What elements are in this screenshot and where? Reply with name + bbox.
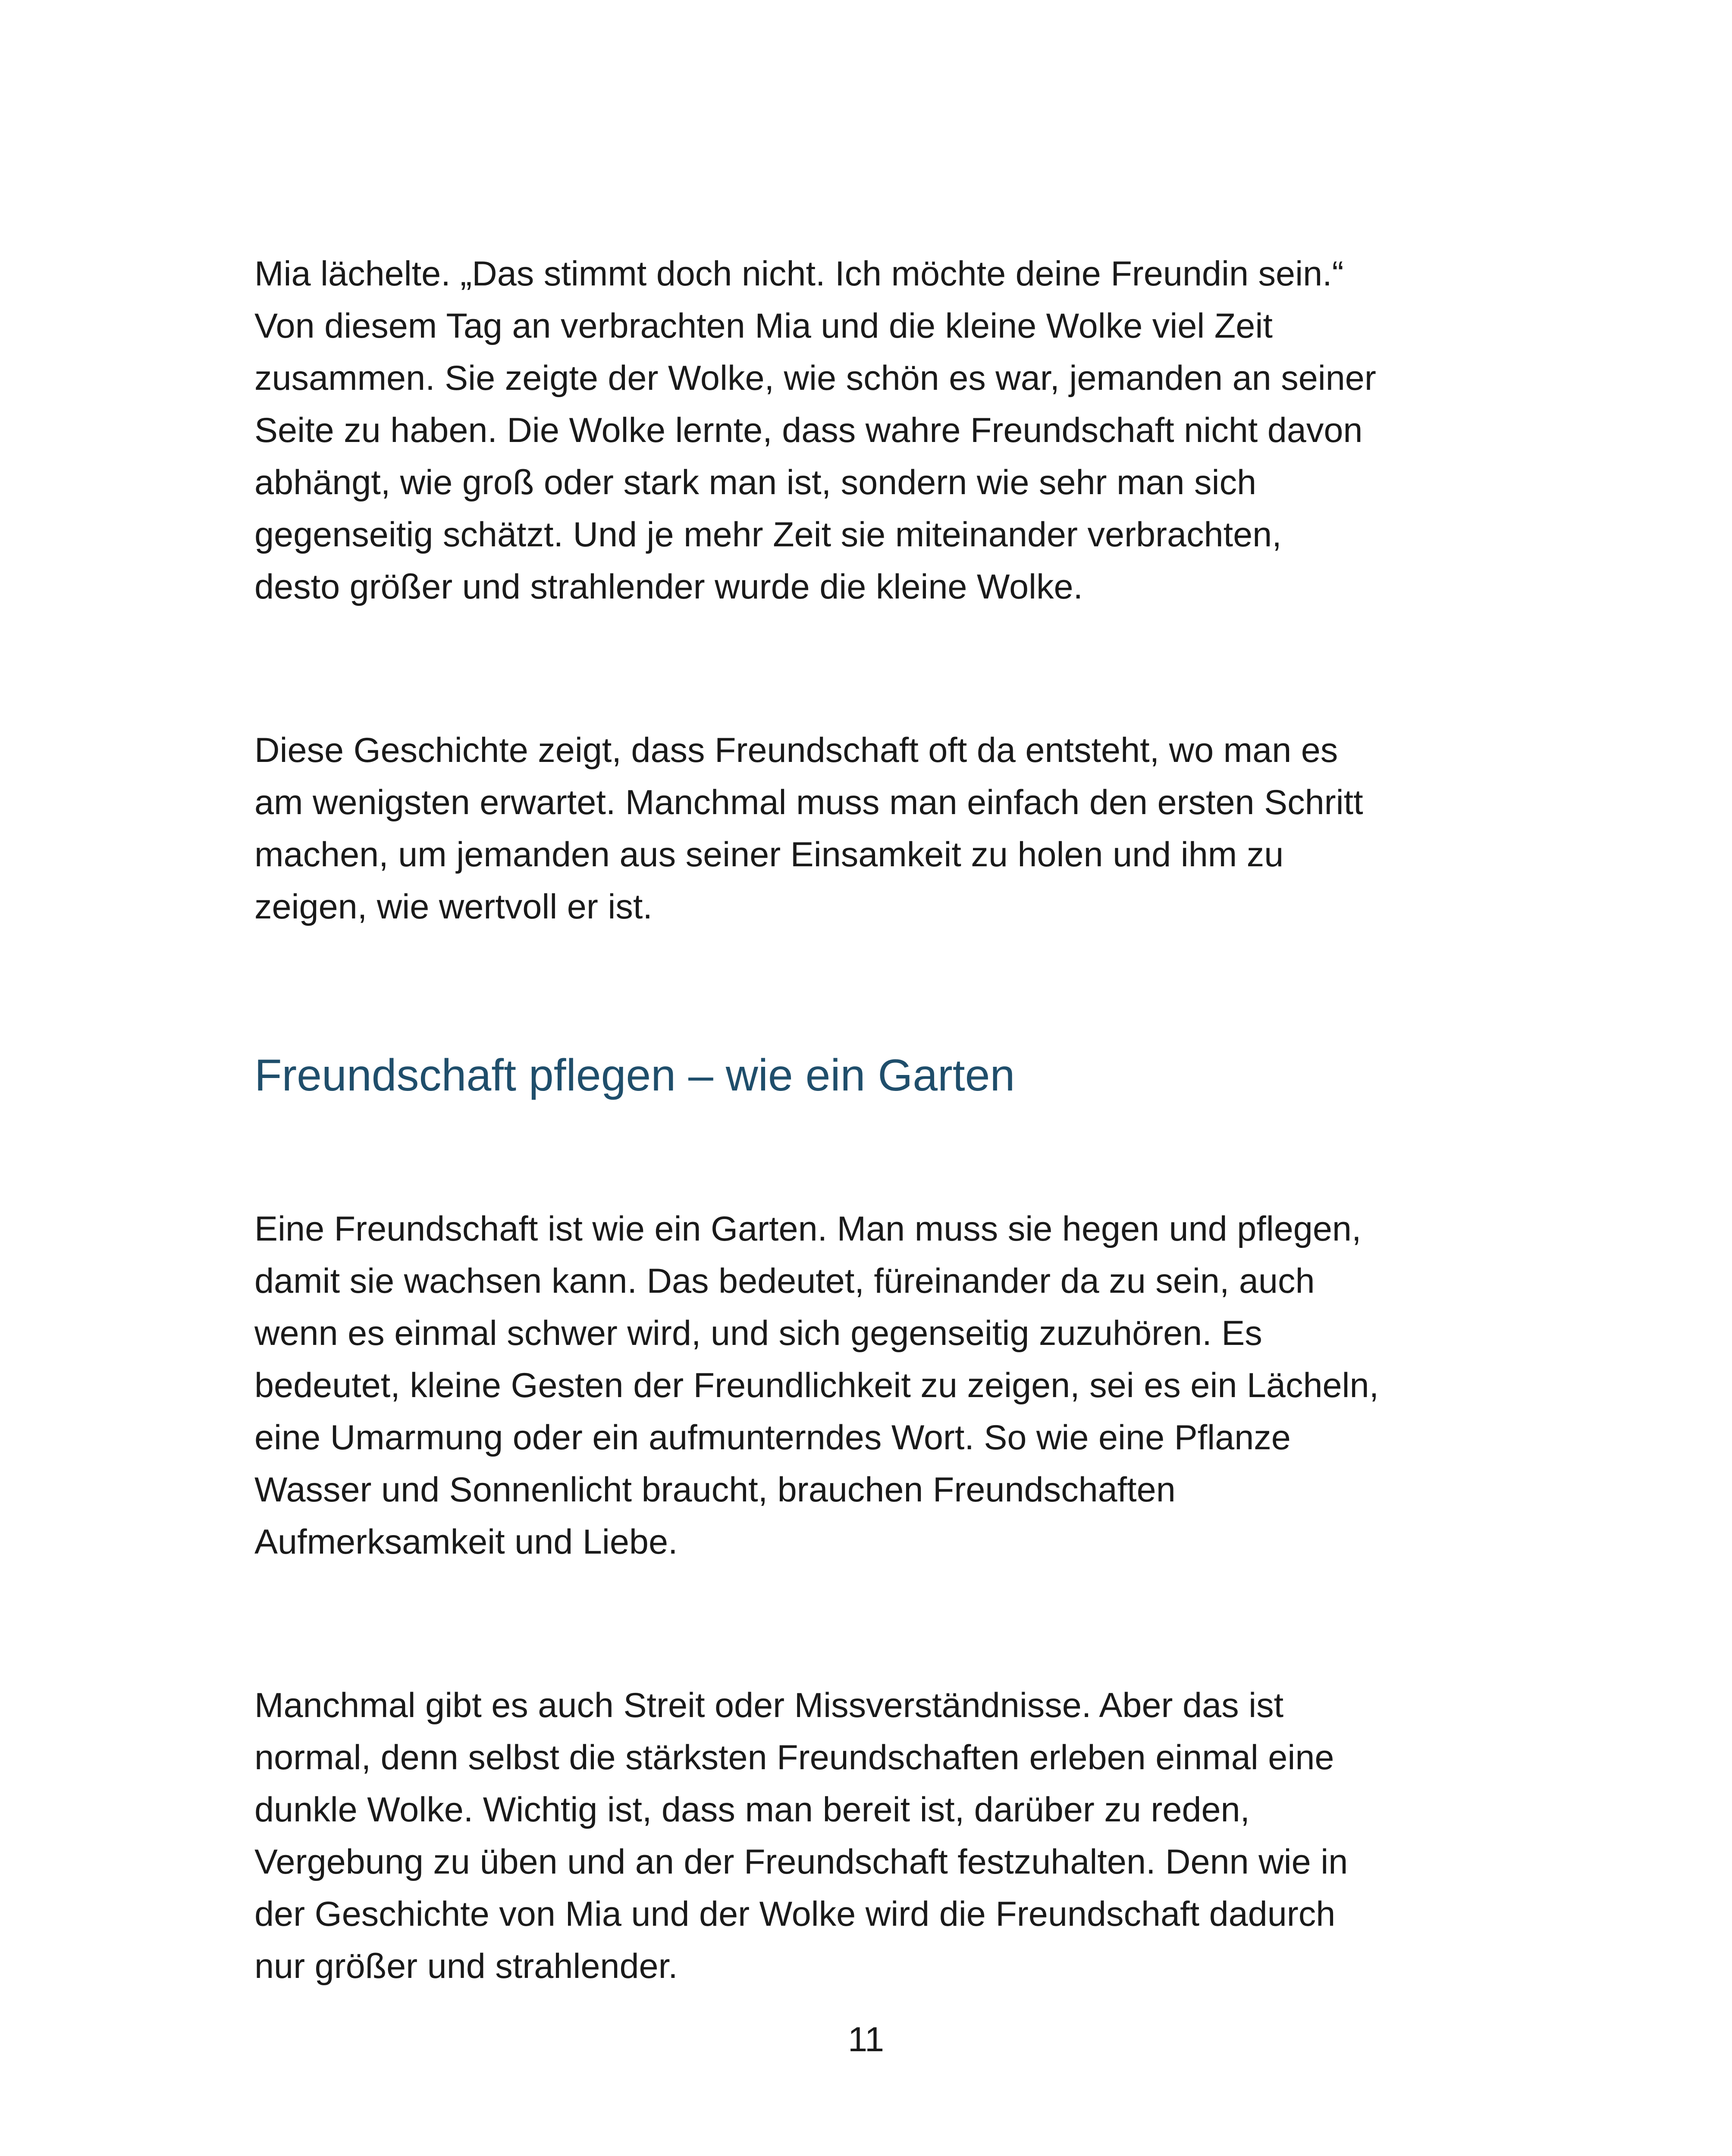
- text-line: Manchmal gibt es auch Streit oder Missverständnisse. Aber das ist: [254, 1686, 1284, 1725]
- text-line: Mia lächelte. „Das stimmt doch nicht. Ich möchte deine Freundin sein.“: [254, 254, 1344, 293]
- section-heading: Freundschaft pflegen – wie ein Garten: [254, 1050, 1015, 1100]
- text-line: eine Umarmung oder ein aufmunterndes Wort. So wie eine Pflanze: [254, 1418, 1291, 1457]
- text-line: Von diesem Tag an verbrachten Mia und die kleine Wolke viel Zeit: [254, 307, 1273, 345]
- text-line: Wasser und Sonnenlicht braucht, brauchen Freundschaften: [254, 1470, 1176, 1509]
- text-line: bedeutet, kleine Gesten der Freundlichkeit zu zeigen, sei es ein Lächeln,: [254, 1366, 1379, 1405]
- text-line: damit sie wachsen kann. Das bedeutet, füreinander da zu sein, auch: [254, 1262, 1315, 1300]
- text-line: dunkle Wolke. Wichtig ist, dass man bereit ist, darüber zu reden,: [254, 1790, 1250, 1829]
- text-line: abhängt, wie groß oder stark man ist, sondern wie sehr man sich: [254, 463, 1257, 502]
- text-line: nur größer und strahlender.: [254, 1947, 678, 1986]
- text-line: Diese Geschichte zeigt, dass Freundschaft oft da entsteht, wo man es: [254, 731, 1338, 770]
- text-line: machen, um jemanden aus seiner Einsamkeit zu holen und ihm zu: [254, 835, 1284, 874]
- text-line: zusammen. Sie zeigte der Wolke, wie schön es war, jemanden an seiner: [254, 359, 1376, 398]
- text-line: normal, denn selbst die stärksten Freundschaften erleben einmal eine: [254, 1738, 1334, 1777]
- text-line: Aufmerksamkeit und Liebe.: [254, 1523, 678, 1561]
- text-line: Seite zu haben. Die Wolke lernte, dass wahre Freundschaft nicht davon: [254, 411, 1363, 450]
- text-line: wenn es einmal schwer wird, und sich gegenseitig zuzuhören. Es: [254, 1314, 1262, 1353]
- text-line: Vergebung zu üben und an der Freundschaft festzuhalten. Denn wie in: [254, 1843, 1348, 1881]
- page-number: 11: [847, 2020, 885, 2059]
- text-line: gegenseitig schätzt. Und je mehr Zeit sie miteinander verbrachten,: [254, 515, 1282, 554]
- text-line: desto größer und strahlender wurde die kleine Wolke.: [254, 567, 1083, 606]
- text-line: Eine Freundschaft ist wie ein Garten. Man muss sie hegen und pflegen,: [254, 1210, 1362, 1248]
- text-line: der Geschichte von Mia und der Wolke wird die Freundschaft dadurch: [254, 1895, 1336, 1934]
- text-line: zeigen, wie wertvoll er ist.: [254, 887, 653, 926]
- text-line: am wenigsten erwartet. Manchmal muss man einfach den ersten Schritt: [254, 783, 1363, 822]
